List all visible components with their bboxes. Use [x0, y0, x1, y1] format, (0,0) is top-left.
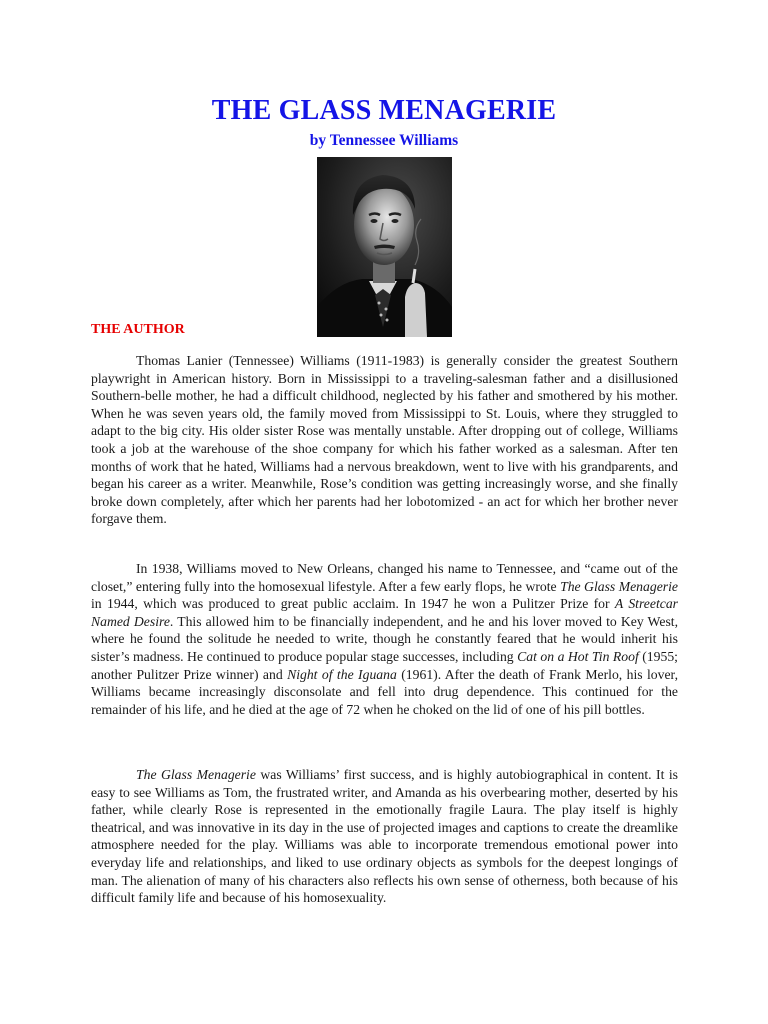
book-title-cat-on-hot-tin-roof: Cat on a Hot Tin Roof: [517, 648, 639, 664]
book-title-glass-menagerie: The Glass Menagerie: [560, 578, 678, 594]
author-portrait-photo: [317, 157, 452, 337]
paragraph-3-text: was Williams’ first success, and is highly autobiographical in content. It is easy to see Williams as Tom, the frustrated writer, and Amanda as his overbearing mother, deserted by his father, while clearly Rose is represented in the emotionally fragile Laura. The play itself is highly theatrical, and was innovative in its day in the use of projected images and captions to create the dreamlike atmosphere needed for the play. Williams was able to incorporate tremendous emotional power into everyday life and relationships, and liked to use ordinary objects as symbols for the deepest longings of man. The alienation of many of his characters also reflects his own sense of otherness, both because of his difficult family life and because of his homosexuality.: [91, 767, 678, 906]
paragraph-1-text: Thomas Lanier (Tennessee) Williams (1911-1983) is generally consider the greatest Southern playwright in American history. Born in Mississippi to a traveling-salesman father and a disillusioned Southern-belle mother, he had a difficult childhood, neglected by his father and smothered by his mother. When he was seven years old, the family moved from Mississippi to St. Louis, where they struggled to adapt to the big city. His older sister Rose was mentally unstable. After dropping out of college, Williams took a job at the warehouse of the shoe company for which his father worked as a salesman. After ten months of work that he hated, Williams had a nervous breakdown, went to live with his grandparents, and began his career as a writer. Meanwhile, Rose’s condition was getting increasingly worse, and she finally broke down completely, after which her parents had her lobotomized - an act for which her brother never forgave them.: [91, 353, 678, 527]
section-heading-the-author: THE AUTHOR: [91, 322, 185, 337]
paragraph-3: [91, 766, 678, 907]
paragraph-1: [91, 352, 678, 528]
paragraph-2-text: In 1938, Williams moved to New Orleans, changed his name to Tennessee, and “came out of the closet,” entering fully into the homosexual lifestyle. After a few early flops, he wrote: [91, 561, 678, 594]
paragraph-2: [91, 560, 678, 718]
document-title: THE GLASS MENAGERIE: [211, 95, 557, 126]
paragraph-2-text: (1955; another Pulitzer Prize winner) and: [91, 648, 678, 682]
paragraph-2-text: . This allowed him to be financially independent, and he and his lover moved to Key West, where he found the solitude he needed to write, though he constantly feared that he would inherit his sister’s madness. He continued to produce popular stage successes, including: [91, 613, 679, 664]
paragraph-2-text: (1961). After the death of Frank Merlo, his lover, Williams became increasingly disconsolate and fell into drug dependence. This continued for the remainder of his life, and he died at the age of 72 when he choked on the lid of one of his pill bottles.: [91, 666, 678, 717]
paragraph-2-text: in 1944, which was produced to great public acclaim. In 1947 he won a Pulitzer Prize for: [91, 596, 615, 612]
author-byline: by Tennessee Williams: [309, 132, 459, 149]
book-title-streetcar: A Streetcar Named Desire: [91, 596, 678, 629]
book-title-glass-menagerie: The Glass Menagerie: [136, 767, 256, 782]
book-title-night-of-iguana: Night of the Iguana: [287, 666, 397, 682]
